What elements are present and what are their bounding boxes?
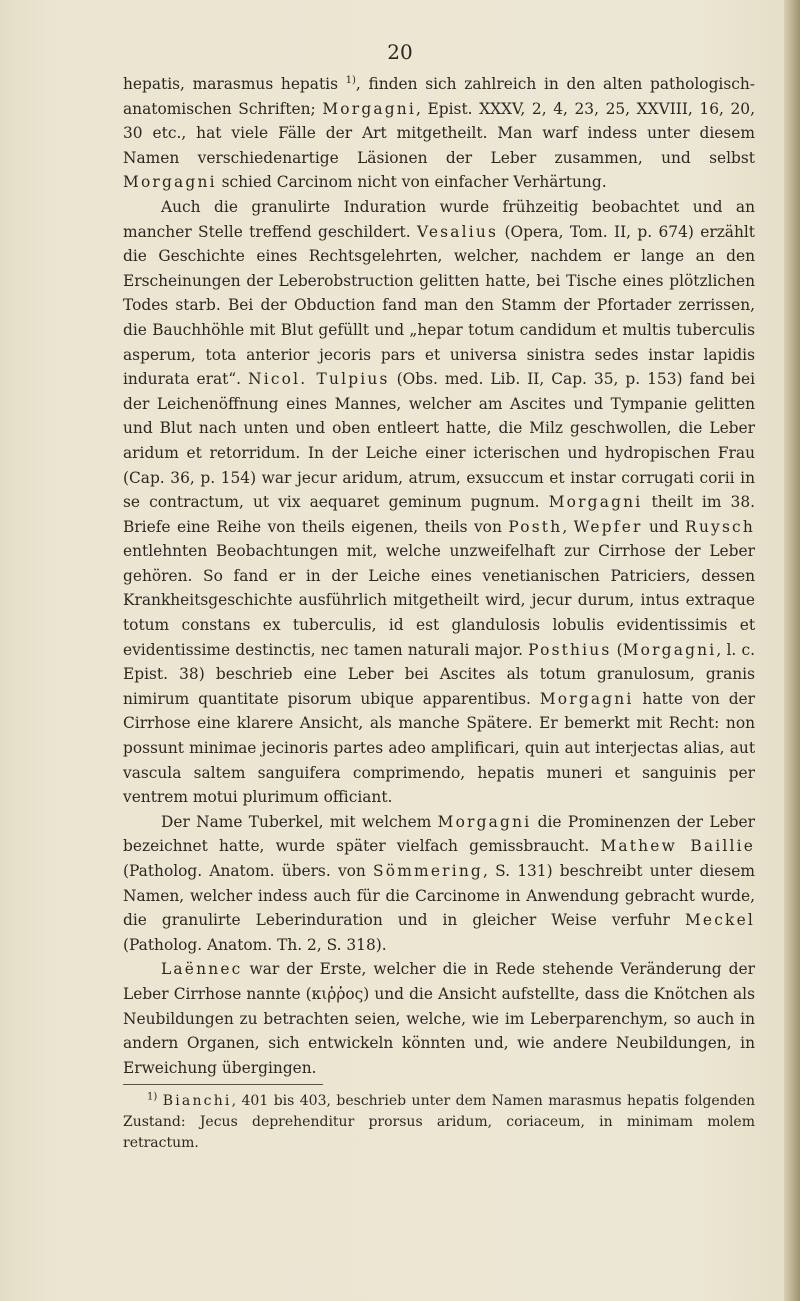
author-name: Sömmering [373,862,483,880]
author-name: Mathew Baillie [600,837,756,856]
author-name: Nicol. Tulpius [248,370,390,389]
author-name: Vesalius [416,222,499,241]
footnote-marker: 1) [345,74,356,86]
text-run: schied Carcinom nicht von einfacher Verhärtung. [216,173,607,192]
author-name: Morgagni [539,689,634,708]
author-name: Laënnec [161,960,243,979]
author-name: Morgagni [548,493,643,512]
paragraph-2 [123,195,755,810]
paragraph-3 [123,810,755,958]
author-name: Posth [508,517,563,536]
text-run: war der Erste, welcher die in Rede stehende Veränderung der Leber Cirrhose nannte (κιῤῥος) und die Ansicht aufstellte, dass die Knötchen als Neubildungen zu betrachten seien, welche, wie im Leberparenchym, so auch in andern Organen, sich entwickeln könnten und, wie andere Neubildungen, in Erweichung übergingen. [123,960,755,1077]
text-run: , finden sich zahlreich in den alten pathologisch-anatomischen Schriften; [123,75,755,118]
paragraph-4 [123,957,755,1080]
author-name: Posthius [528,640,612,659]
author-name: Wepfer [573,517,643,536]
author-name: Morgagni [437,812,532,831]
paragraph-1 [123,72,755,195]
text-run: , [562,517,574,536]
text-run: , S. 131) beschreibt unter diesem Namen, welcher indess auch für die Carcinome in Anwendung gebracht wurde, die granulirte Leberinduration und in gleicher Weise verfuhr [123,862,755,930]
footnote-marker: 1) [147,1091,158,1103]
page-number: 20 [387,40,413,64]
body-text [123,72,755,1154]
page-edge [784,0,800,1301]
text-run: ( [611,640,623,659]
text-run: (Patholog. Anatom. Th. 2, S. 318). [123,935,387,954]
text-run: , l. c. Epist. 38) beschrieb eine Leber bei Ascites als totum granulosum, granis nimirum quantitate pisorum ubique apparentibus. [123,640,755,708]
author-name: Meckel [684,911,755,930]
footnote-text [123,1091,755,1154]
text-run: Der Name Tuberkel, mit welchem [161,812,438,831]
text-run: , 401 bis 403, beschrieb unter dem Namen marasmus hepatis folgenden Zustand: Jecus deprehenditur prorsus aridum, coriaceum, in minimam molem retractum. [123,1093,755,1152]
text-run: die Prominenzen der Leber bezeichnet hatte, wurde später vielfach gemissbraucht. [123,812,755,856]
author-name: Morgagni [123,173,217,192]
author-name: Morgagni [322,99,417,118]
text-run: und [642,517,686,536]
author-name: Ruysch [685,517,755,536]
footnote [123,1091,755,1154]
author-name: Bianchi [162,1093,232,1110]
text-run: Auch die granulirte Induration wurde frühzeitig beobachtet und an mancher Stelle treffend geschildert. [123,197,755,241]
footnote-divider [123,1084,323,1085]
text-run: (Opera, Tom. II, p. 674) erzählt die Geschichte eines Rechtsgelehrten, welcher, nachdem er lange an den Erscheinungen der Leberobstruction gelitten hatte, bei Tische eines plötzlichen Todes starb. Bei der Obduction fand man den Stamm der Pfortader zerrissen, die Bauchhöhle mit Blut gefüllt und „hepar totum candidum et multis tuberculis asperum, tota anterior jecoris pars et universa sinistra sedes instar lapidis indurata erat“. [123,222,755,389]
text-run: hepatis, marasmus hepatis [123,75,346,93]
text-run: (Obs. med. Lib. II, Cap. 35, p. 153) fand bei der Leichenöffnung eines Mannes, welcher am Ascites und Tympanie gelitten und Blut nach unten und oben entleert hatte, die Milz geschwollen, die Leber aridum et retorridum. In der Leiche einer icterischen und hydropischen Frau (Cap. 36, p. 154) war jecur aridum, atrum, exsuccum et instar corrugati corii in se contractum, ut vix aequaret geminum pugnum. [123,370,756,512]
author-name: Morgagni [622,640,717,659]
text-run: hatte von der Cirrhose eine klarere Ansicht, als manche Spätere. Er bemerkt mit Recht: non possunt minimae jecinoris partes adeo amplificari, quin aut interjectas alias, aut vascula saltem sanguifera comprimendo, hepatis muneri et sanguinis per ventrem motui plurimum officiant. [123,689,756,807]
text-run: , Epist. XXXV, 2, 4, 23, 25, XXVIII, 16, 20, 30 etc., hat viele Fälle der Art mitgetheilt. Man warf indess unter diesem Namen verschiedenartige Läsionen der Leber zusammen, und selbst [123,99,755,167]
text-run: theilt im 38. Briefe eine Reihe von theils eigenen, theils von [123,493,756,536]
text-run: (Patholog. Anatom. übers. von [123,862,374,880]
text-run: entlehnten Beobachtungen mit, welche unzweifelhaft zur Cirrhose der Leber gehören. So fand er in der Leiche eines venetianischen Patriciers, dessen Krankheitsgeschichte ausführlich mitgetheilt wird, jecur durum, intus extraque totum constans ex tuberculis, id est glandulosis lobulis evidentissimis et evidentissime destinctis, nec tamen naturali major. [123,542,755,659]
